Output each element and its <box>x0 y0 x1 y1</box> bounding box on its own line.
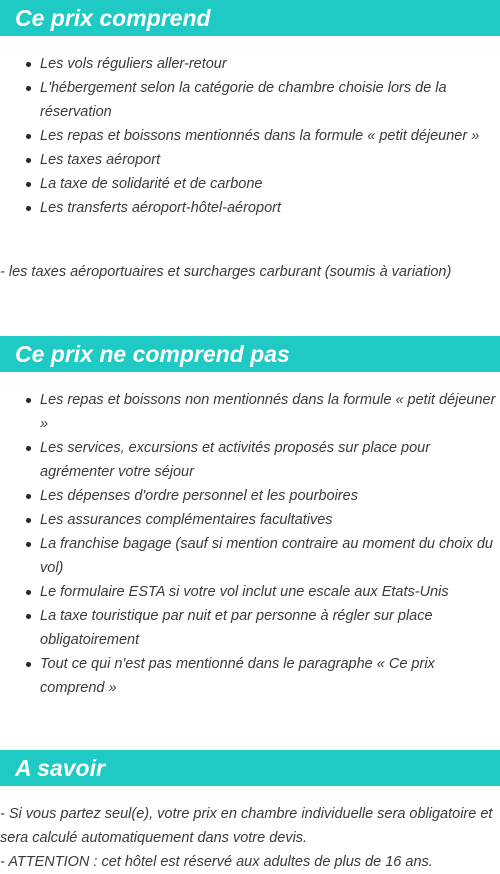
section-title-not-included: Ce prix ne comprend pas <box>0 336 500 372</box>
list-item: Tout ce qui n'est pas mentionné dans le paragraphe « Ce prix comprend » <box>0 652 500 700</box>
list-item: La taxe de solidarité et de carbone <box>0 172 500 196</box>
list-item: La franchise bagage (sauf si mention contraire au moment du choix du vol) <box>0 532 500 580</box>
list-item: Les services, excursions et activités proposés sur place pour agrémenter votre séjour <box>0 436 500 484</box>
note-line-single-room: - Si vous partez seul(e), votre prix en chambre individuelle sera obligatoire et sera calculé automatiquement dans votre devis. <box>0 806 493 846</box>
list-item: La taxe touristique par nuit et par personne à régler sur place obligatoirement <box>0 604 500 652</box>
list-item: Le formulaire ESTA si votre vol inclut une escale aux Etats-Unis <box>0 580 500 604</box>
included-note: - les taxes aéroportuaires et surcharges carburant (soumis à variation) <box>0 264 452 280</box>
section-title-included: Ce prix comprend <box>0 0 500 36</box>
list-item: Les repas et boissons mentionnés dans la formule « petit déjeuner » <box>0 124 500 148</box>
section-title-good-to-know: A savoir <box>0 750 500 786</box>
list-item: L'hébergement selon la catégorie de chambre choisie lors de la réservation <box>0 76 500 124</box>
list-item: Les repas et boissons non mentionnés dans la formule « petit déjeuner » <box>0 388 500 436</box>
good-to-know-notes <box>0 802 500 874</box>
list-item: Les vols réguliers aller-retour <box>0 52 500 76</box>
note-line-adults-only: - ATTENTION : cet hôtel est réservé aux adultes de plus de 16 ans. <box>0 854 433 870</box>
list-item: Les transferts aéroport-hôtel-aéroport <box>0 196 500 220</box>
list-item: Les assurances complémentaires facultatives <box>0 508 500 532</box>
not-included-list <box>0 388 500 700</box>
included-list <box>0 52 500 220</box>
list-item: Les taxes aéroport <box>0 148 500 172</box>
list-item: Les dépenses d'ordre personnel et les pourboires <box>0 484 500 508</box>
